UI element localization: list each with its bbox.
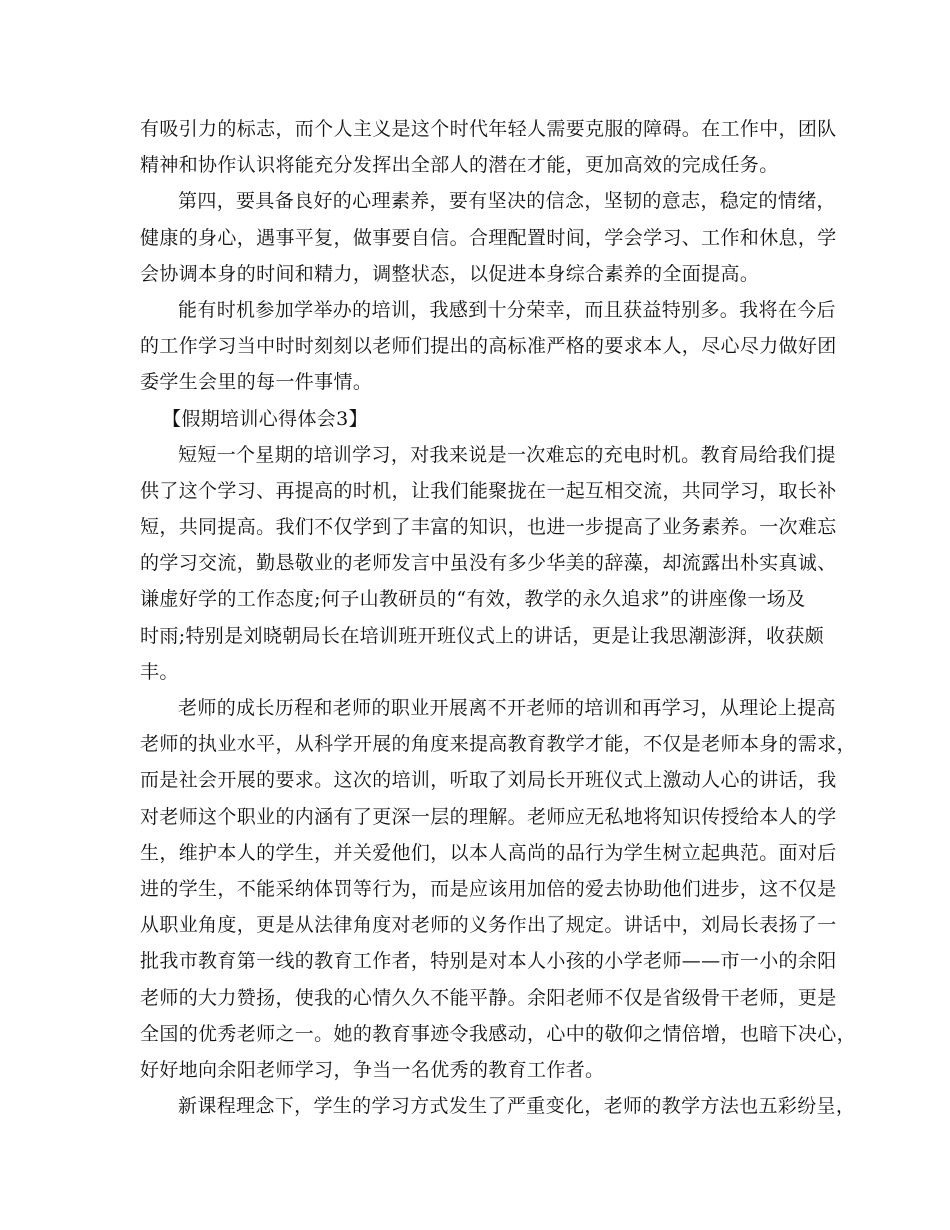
text-line: 全国的优秀老师之一。她的教育事迹令我感动，心中的敬仰之情倍增，也暗下决心， [140, 1022, 856, 1045]
text-line: 老师的执业水平，从科学开展的角度来提高教育教学才能，不仅是老师本身的需求， [140, 733, 856, 756]
text-line: 委学生会里的每一件事情。 [140, 371, 373, 394]
text-line: 老师的大力赞扬，使我的心情久久不能平静。余阳老师不仅是省级骨干老师，更是 [140, 986, 837, 1009]
document-body [140, 111, 856, 1124]
text-line: 健康的身心，遇事平复，做事要自信。合理配置时间，学会学习、工作和休息，学 [140, 226, 837, 249]
text-line: 生，维护本人的学生，并关爱他们，以本人高尚的品行为学生树立起典范。面对后 [140, 841, 837, 864]
text-line: 好好地向余阳老师学习，争当一名优秀的教育工作者。 [140, 1058, 605, 1081]
text-line: 短，共同提高。我们不仅学到了丰富的知识，也进一步提高了业务素养。一次难忘 [140, 516, 837, 539]
text-line: 的学习交流，勤恳敬业的老师发言中虽没有多少华美的辞藻，却流露出朴实真诚、 [140, 552, 837, 575]
paragraph-start-line: 老师的成长历程和老师的职业开展离不开老师的培训和再学习，从理论上提高 [178, 697, 836, 719]
paragraph-start-line: 能有时机参加学举办的培训，我感到十分荣幸，而且获益特别多。我将在今后 [178, 298, 836, 321]
paragraph-start-line: 短短一个星期的培训学习，对我来说是一次难忘的充电时机。教育局给我们提 [178, 443, 836, 466]
text-line: 丰。 [140, 660, 179, 683]
text-line: 有吸引力的标志，而个人主义是这个时代年轻人需要克服的障碍。在工作中，团队 [140, 118, 837, 140]
section-heading: 【假期培训心得体会3】 [162, 407, 368, 430]
text-line: 从职业角度，更是从法律角度对老师的义务作出了规定。讲话中，刘局长表扬了一 [140, 914, 837, 937]
text-line: 谦虚好学的工作态度;何子山教研员的“有效，教学的永久追求”的讲座像一场及 [140, 588, 806, 611]
paragraph-start-line: 新课程理念下，学生的学习方式发生了严重变化，老师的教学方法也五彩纷呈， [178, 1095, 856, 1118]
text-line: 供了这个学习、再提高的时机，让我们能聚拢在一起互相交流，共同学习，取长补 [140, 479, 837, 502]
text-line: 的工作学习当中时时刻刻以老师们提出的高标准严格的要求本人，尽心尽力做好团 [140, 335, 837, 358]
text-line: 进的学生，不能采纳体罚等行为，而是应该用加倍的爱去协助他们进步，这不仅是 [140, 877, 837, 900]
text-line: 而是社会开展的要求。这次的培训，听取了刘局长开班仪式上激动人心的讲话，我 [140, 769, 837, 792]
text-line: 对老师这个职业的内涵有了更深一层的理解。老师应无私地将知识传授给本人的学 [140, 805, 837, 828]
text-line: 会协调本身的时间和精力，调整状态，以促进本身综合素养的全面提高。 [140, 262, 760, 285]
text-line: 时雨;特别是刘晓朝局长在培训班开班仪式上的讲话，更是让我思潮澎湃，收获颇 [140, 624, 825, 647]
text-line: 批我市教育第一线的教育工作者，特别是对本人小孩的小学老师——市一小的余阳 [140, 950, 837, 973]
paragraph-start-line: 第四，要具备良好的心理素养，要有坚决的信念，坚韧的意志，稳定的情绪， [178, 190, 836, 213]
text-line: 精神和协作认识将能充分发挥出全部人的潜在才能，更加高效的完成任务。 [140, 154, 779, 177]
